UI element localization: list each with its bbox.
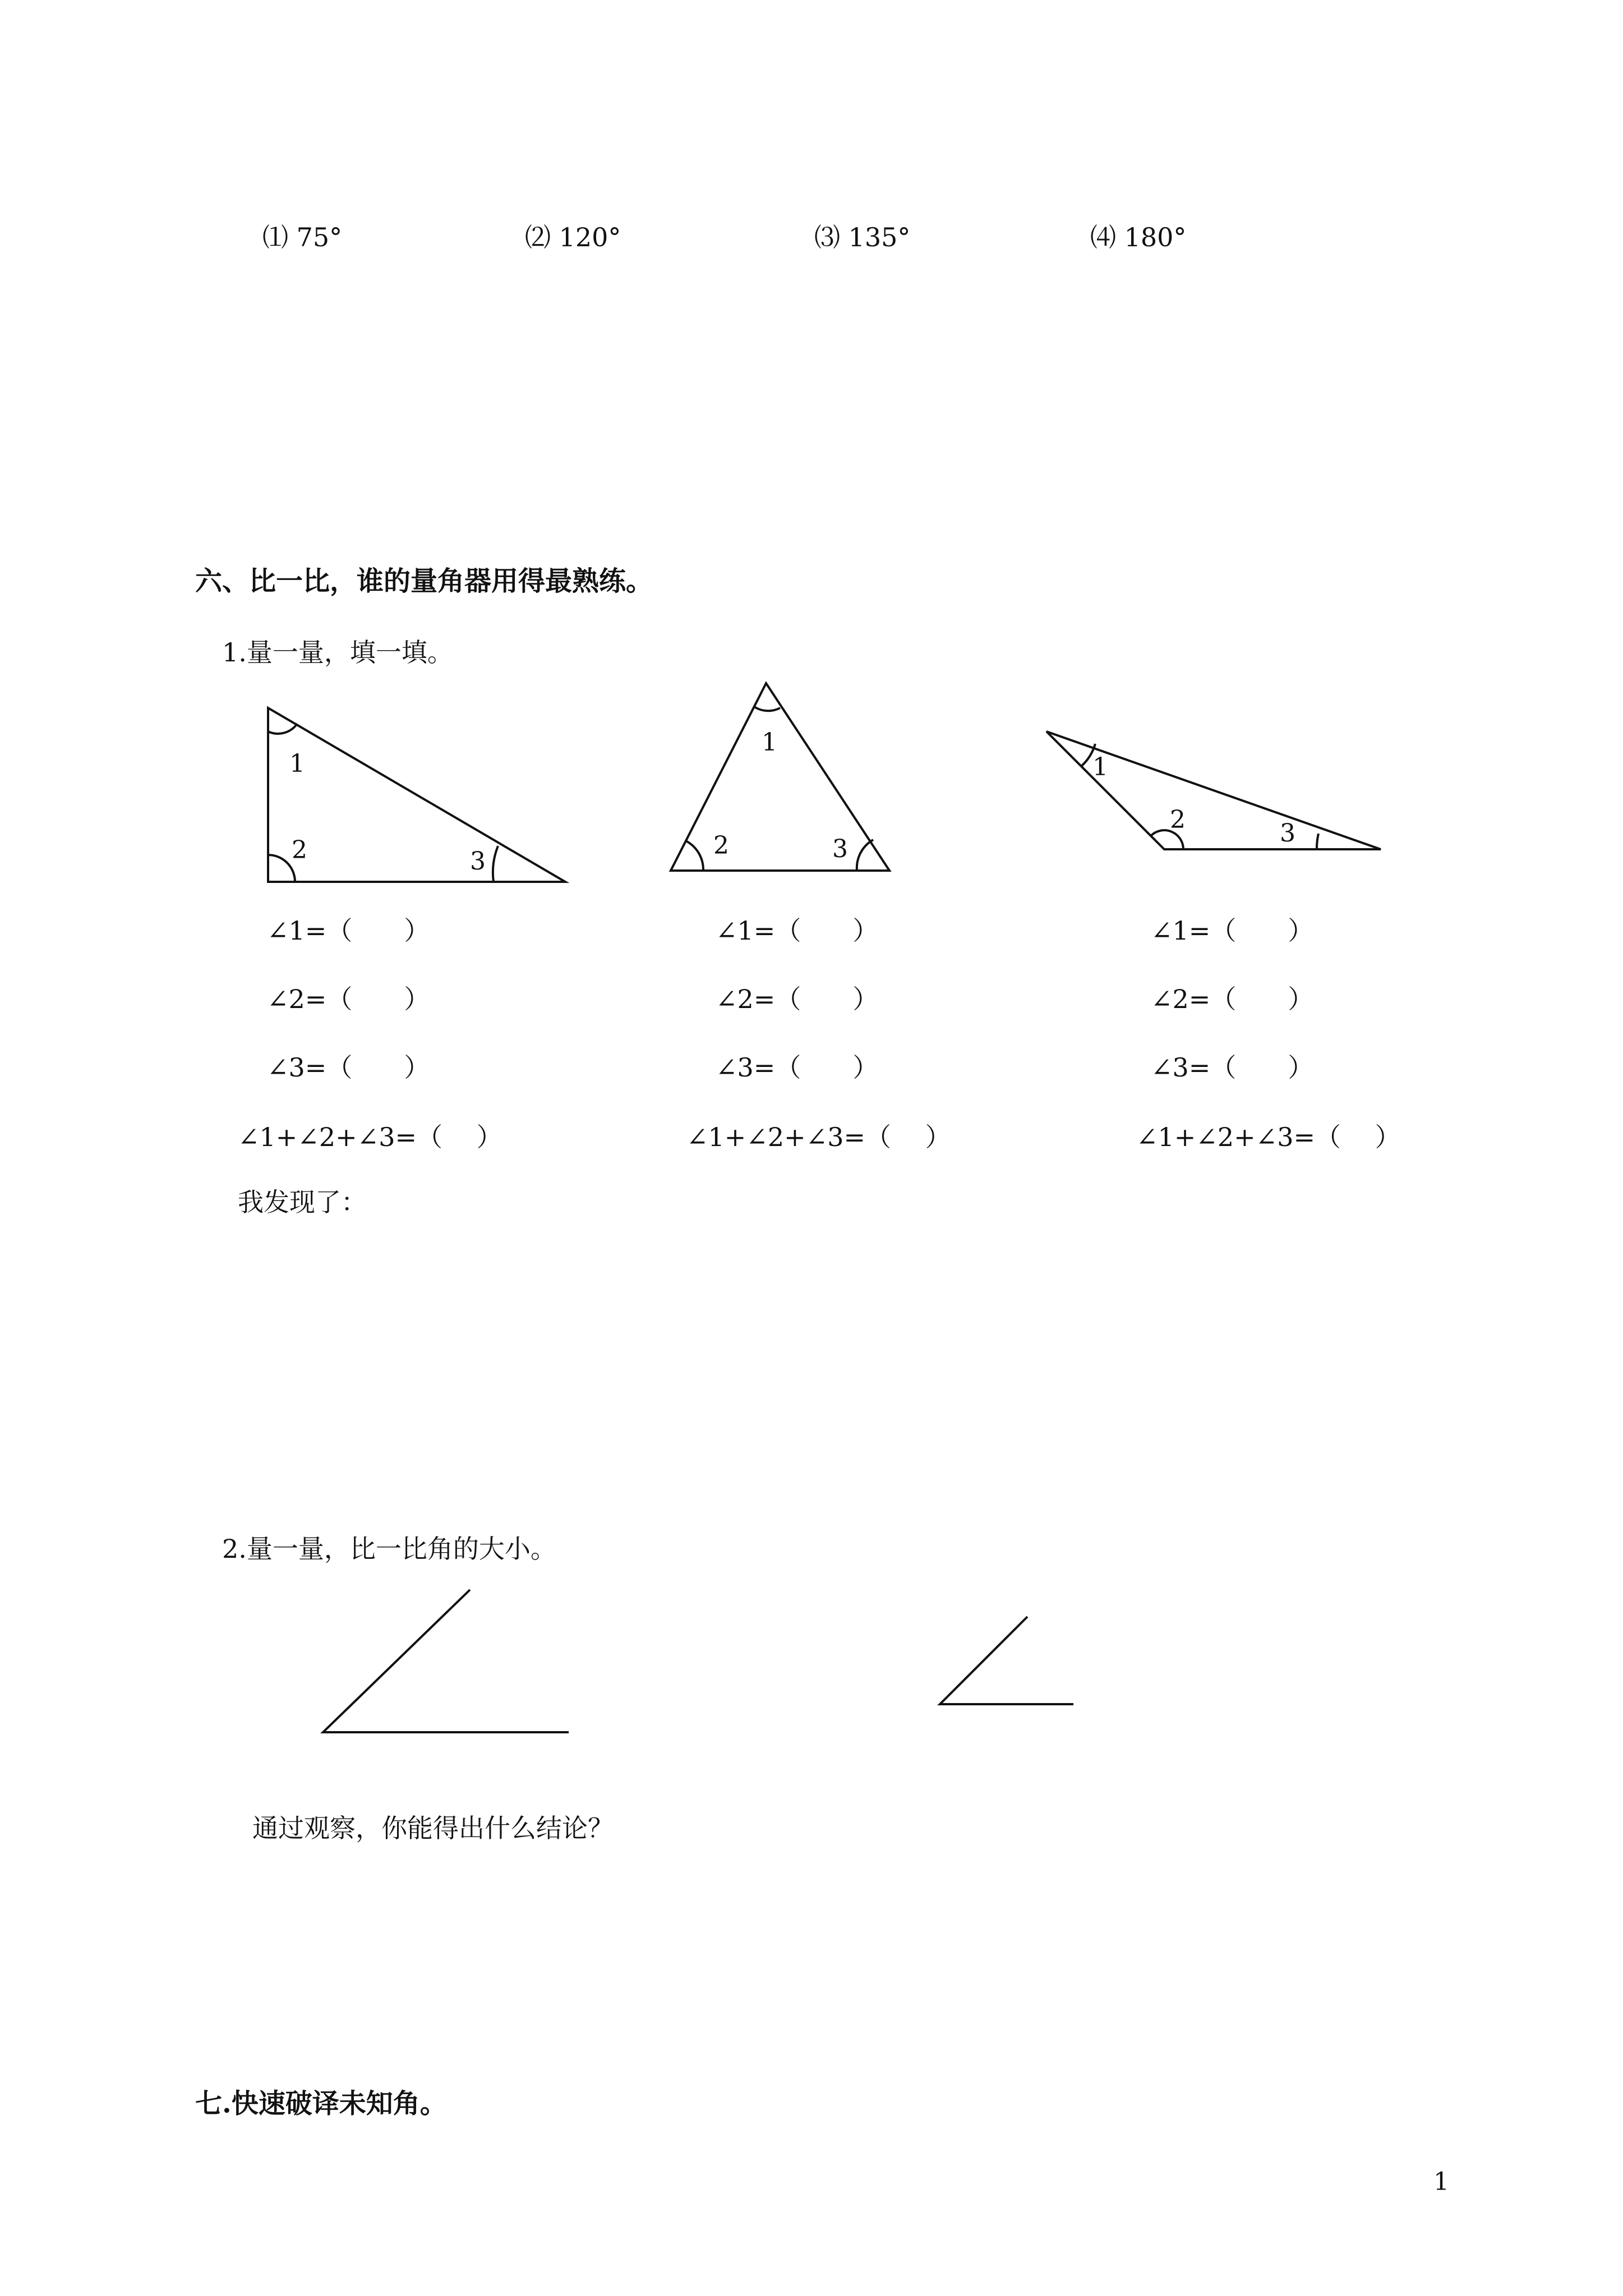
conclusion-prompt: 通过观察，你能得出什么结论？ xyxy=(252,1813,614,1843)
triangle-2-angle-2-blank: ∠2=（ ） xyxy=(716,984,879,1014)
triangle-1-angle-1-label: 1 xyxy=(289,749,305,778)
triangle-2-angle-1-blank: ∠1=（ ） xyxy=(716,915,879,946)
triangle-3-angle-3-blank: ∠3=（ ） xyxy=(1151,1052,1314,1083)
triangle-1-angle-1-blank: ∠1=（ ） xyxy=(267,915,430,946)
question-1-title: 1.量一量，填一填。 xyxy=(222,637,453,668)
triangle-3-angle-3-label: 3 xyxy=(1280,819,1295,848)
option-2: ⑵ 120° xyxy=(525,222,621,252)
triangle-3-angle-1-blank: ∠1=（ ） xyxy=(1151,915,1314,946)
triangle-3-angle-1-label: 1 xyxy=(1092,753,1108,781)
triangle-3-angle-2-blank: ∠2=（ ） xyxy=(1151,984,1314,1014)
section-7-heading: 七.快速破译未知角。 xyxy=(195,2088,447,2119)
triangle-1-angle-3-blank: ∠3=（ ） xyxy=(267,1052,430,1083)
triangle-1-angle-3-label: 3 xyxy=(470,847,486,876)
page-number: 1 xyxy=(1433,2168,1449,2196)
triangle-1-sum-blank: ∠1+∠2+∠3=（ ） xyxy=(238,1122,502,1152)
triangle-3-angle-2-label: 2 xyxy=(1170,806,1186,834)
discovery-prompt: 我发现了： xyxy=(238,1187,367,1217)
triangle-3-sum-blank: ∠1+∠2+∠3=（ ） xyxy=(1136,1122,1401,1152)
triangle-1-angle-2-label: 2 xyxy=(292,836,307,864)
option-4: ⑷ 180° xyxy=(1090,222,1187,252)
section-6-heading: 六、比一比，谁的量角器用得最熟练。 xyxy=(195,565,653,597)
option-3: ⑶ 135° xyxy=(814,222,911,252)
triangle-1-angle-2-blank: ∠2=（ ） xyxy=(267,984,430,1014)
triangle-2-angle-3-label: 3 xyxy=(832,835,848,863)
question-2-title: 2.量一量，比一比角的大小。 xyxy=(222,1534,556,1564)
triangle-2-sum-blank: ∠1+∠2+∠3=（ ） xyxy=(686,1122,951,1152)
triangle-2-angle-3-blank: ∠3=（ ） xyxy=(716,1052,879,1083)
triangle-2-angle-2-label: 2 xyxy=(713,831,729,860)
triangle-2-angle-1-label: 1 xyxy=(762,728,777,757)
option-1: ⑴ 75° xyxy=(262,222,343,252)
